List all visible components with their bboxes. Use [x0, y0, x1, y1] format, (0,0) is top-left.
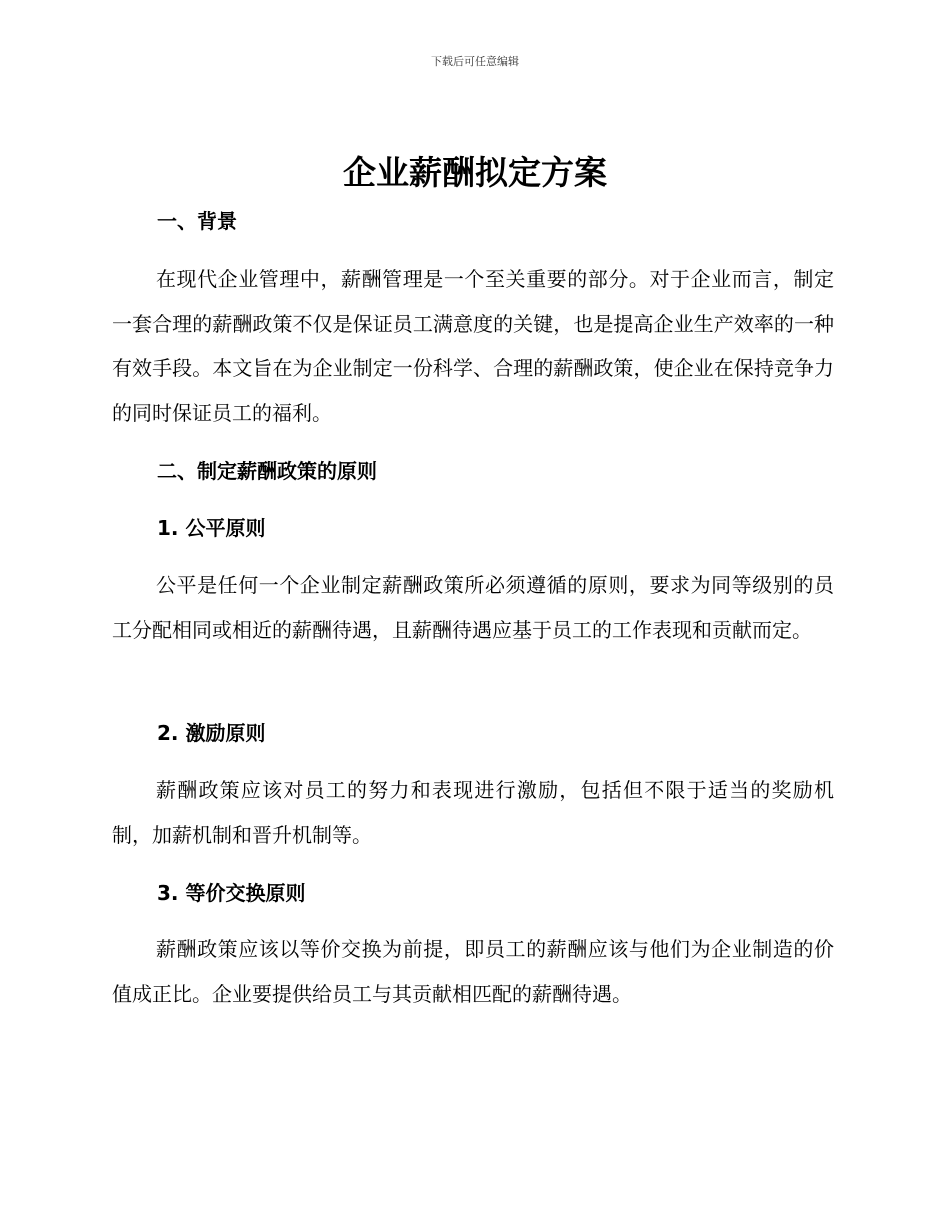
paragraph-incentive: 薪酬政策应该对员工的努力和表现进行激励，包括但不限于适当的奖励机制，加薪机制和晋升机制等。: [112, 778, 834, 847]
subheading-equivalent-exchange: 3. 等价交换原则: [157, 881, 306, 905]
document-title: 企业薪酬拟定方案: [343, 153, 607, 192]
subheading-fairness: 1. 公平原则: [157, 516, 266, 540]
section-heading-background: 一、背景: [157, 209, 237, 233]
section-heading-principles: 二、制定薪酬政策的原则: [157, 459, 377, 483]
paragraph-fairness: 公平是任何一个企业制定薪酬政策所必须遵循的原则，要求为同等级别的员工分配相同或相近的薪酬待遇，且薪酬待遇应基于员工的工作表现和贡献而定。: [112, 573, 834, 642]
subheading-incentive: 2. 激励原则: [157, 721, 266, 745]
paragraph-background: 在现代企业管理中，薪酬管理是一个至关重要的部分。对于企业而言，制定一套合理的薪酬政策不仅是保证员工满意度的关键，也是提高企业生产效率的一种有效手段。本文旨在为企业制定一份科学、合理的薪酬政策，使企业在保持竞争力的同时保证员工的福利。: [112, 267, 834, 425]
page-header-note: 下载后可任意编辑: [431, 55, 519, 68]
paragraph-equivalent-exchange: 薪酬政策应该以等价交换为前提，即员工的薪酬应该与他们为企业制造的价值成正比。企业要提供给员工与其贡献相匹配的薪酬待遇。: [112, 937, 834, 1006]
